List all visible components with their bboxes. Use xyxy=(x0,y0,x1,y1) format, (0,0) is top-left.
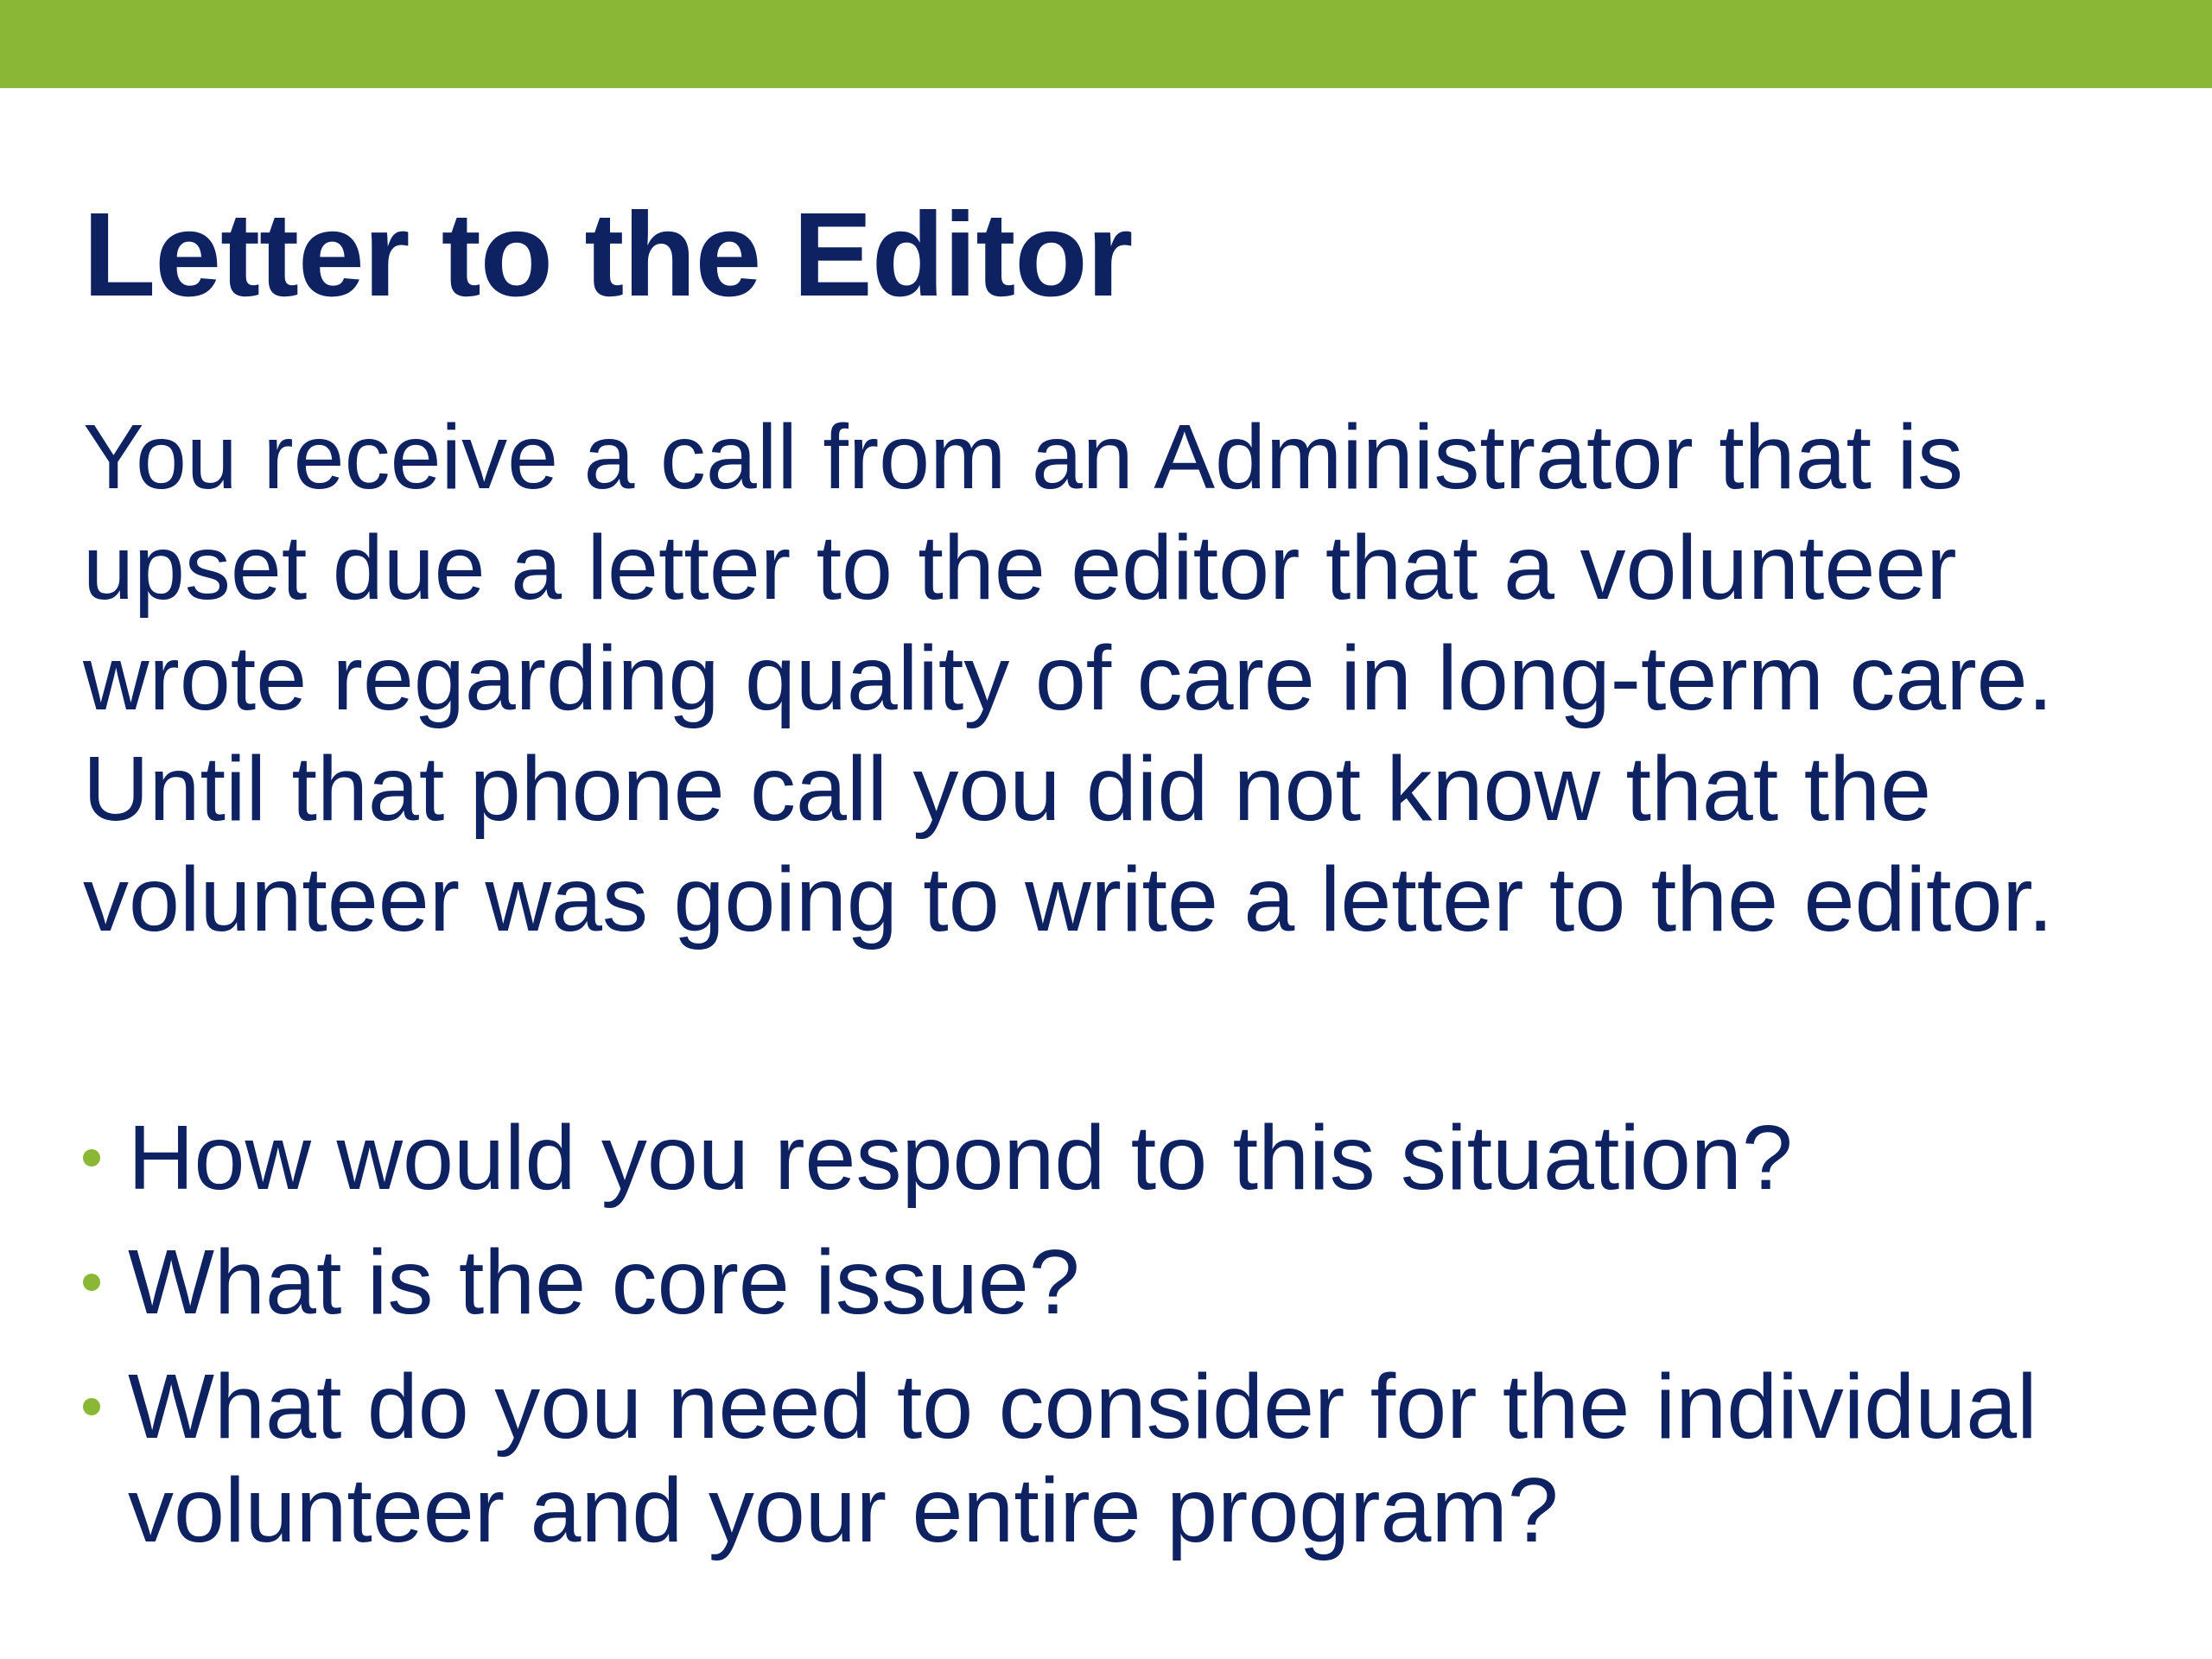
question-text: How would you respond to this situation? xyxy=(128,1107,1793,1209)
top-accent-bar xyxy=(0,0,2212,88)
scenario-paragraph xyxy=(83,402,2139,955)
bullet-dot-icon xyxy=(83,1398,100,1415)
bullet-dot-icon xyxy=(83,1274,100,1291)
bullet-dot-icon xyxy=(83,1149,100,1166)
scenario-line: You receive a call from an Administrator that is xyxy=(83,406,1964,508)
question-text: volunteer and your entire program? xyxy=(128,1459,1559,1561)
question-text: What is the core issue? xyxy=(128,1231,1080,1333)
scenario-line: wrote regarding quality of care in long-term care. xyxy=(83,627,2054,729)
slide-title: Letter to the Editor xyxy=(83,188,1133,321)
question-item xyxy=(83,1355,2139,1562)
question-item xyxy=(83,1230,2139,1334)
scenario-line: Until that phone call you did not know that the xyxy=(83,738,1932,840)
question-list xyxy=(83,1106,2139,1583)
question-text: What do you need to consider for the individual xyxy=(128,1356,2037,1458)
scenario-line: upset due a letter to the editor that a volunteer xyxy=(83,517,1957,619)
scenario-line: volunteer was going to write a letter to the editor. xyxy=(83,849,2054,950)
question-item xyxy=(83,1106,2139,1210)
